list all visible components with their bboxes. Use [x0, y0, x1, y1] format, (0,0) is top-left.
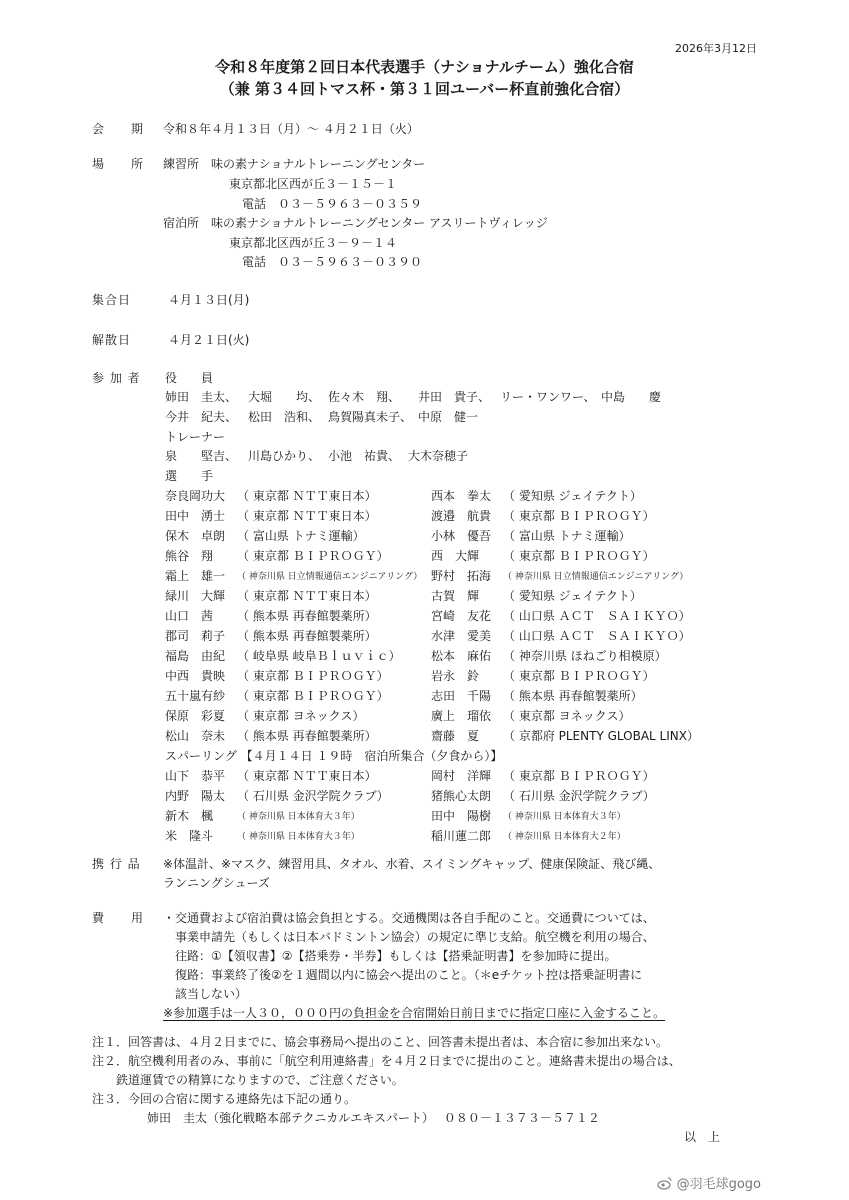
player-name: 野村 拓海 [431, 569, 492, 583]
player-affiliation: （ 東京都 ＢＩＰＲＯＧＹ） [503, 549, 655, 563]
official-name: 中島 慶 [601, 390, 662, 404]
closing-text: 以 上 [684, 1130, 721, 1144]
participants-label: 参 加 者 [92, 371, 141, 385]
player-affiliation: （ 岐阜県 岐阜Ｂｌｕｖｉｃ） [237, 649, 401, 663]
document-title-line1: 令和８年度第２回日本代表選手（ナショナルチーム）強化合宿 [215, 58, 634, 76]
player-affiliation: （ 神奈川県 日立情報通信エンジニアリング） [237, 572, 423, 582]
sparring-name: 新木 楓 [165, 809, 214, 823]
player-name: 廣上 瑠依 [431, 709, 492, 723]
player-affiliation: （ 神奈川県 日立情報通信エンジニアリング） [503, 572, 689, 582]
document-date: 2026年3月12日 [675, 42, 757, 55]
weibo-icon [657, 1175, 673, 1191]
player-name: 齋藤 夏 [431, 729, 480, 743]
player-affiliation: （ 東京都 ＮＴＴ東日本） [237, 509, 377, 523]
sparring-name: 稲川蓮二郎 [431, 829, 492, 843]
player-name: 岩永 鈴 [431, 669, 480, 683]
venue-line: 練習所 味の素ナショナルトレーニングセンター [163, 157, 426, 171]
sparring-affiliation: （ 神奈川県 日本体育大２年） [503, 832, 626, 842]
player-name: 保木 卓朗 [165, 529, 226, 543]
player-affiliation: （ 熊本県 再春館製薬所） [237, 609, 377, 623]
venue-line: 電話 ０３－５９６３－０３５９ [242, 197, 423, 211]
official-name: 今井 紀夫、 [165, 410, 238, 424]
player-affiliation: （ 東京都 ヨネックス） [237, 709, 365, 723]
player-affiliation: （ 東京都 ＢＩＰＲＯＧＹ） [237, 669, 389, 683]
session-value: 令和８年４月１３日（月）～ ４月２１日（火） [163, 122, 419, 136]
trainer-name: 泉 堅吉、 [165, 449, 238, 463]
venue-label: 場 所 [92, 157, 145, 171]
player-name: 熊谷 翔 [165, 549, 214, 563]
player-affiliation: （ 愛知県 ジェイテクト） [503, 589, 642, 603]
player-affiliation: （ 愛知県 ジェイテクト） [503, 489, 642, 503]
trainer-name: 川島ひかり、 [248, 449, 321, 463]
sparring-heading: スパーリング 【４月１４日 １９時 宿泊所集合（夕食から）】 [165, 749, 503, 763]
player-affiliation: （ 京都府 PLENTY GLOBAL LINX） [503, 729, 699, 743]
player-affiliation: （ 東京都 ＢＩＰＲＯＧＹ） [237, 549, 389, 563]
costs-line: 復路：事業終了後②を１週間以内に協会へ提出のこと。（＊eチケット控は搭乗証明書に [175, 968, 643, 982]
note-line: 注２．航空機利用者のみ、事前に「航空利用連絡書」を４月２日までに提出のこと。連絡書未提出の場合は、 [92, 1054, 681, 1068]
player-affiliation: （ 東京都 ＮＴＴ東日本） [237, 489, 377, 503]
sparring-name: 猪熊心太朗 [431, 789, 492, 803]
trainer-name: 小池 祐貴、 [328, 449, 401, 463]
official-name: 姉田 圭太、 [165, 390, 238, 404]
venue-line: 電話 ０３－５９６３－０３９０ [242, 255, 423, 269]
player-name: 田中 湧士 [165, 509, 226, 523]
note-line: 鉄道運賃での精算になりますので、ご注意ください。 [116, 1073, 404, 1087]
player-affiliation: （ 山口県 ＡＣＴ ＳＡＩＫＹＯ） [503, 629, 691, 643]
items-label: 携 行 品 [92, 857, 141, 871]
costs-label: 費 用 [92, 911, 145, 925]
note-line: 注１．回答書は、４月２日までに、協会事務局へ提出のこと、回答書未提出者は、本合宿に参加出来ない。 [92, 1035, 669, 1049]
official-name: リー・ワンワー、 [500, 390, 596, 404]
official-name: 井田 貴子、 [418, 390, 491, 404]
player-name: 志田 千陽 [431, 689, 492, 703]
items-line: ※体温計、※マスク、練習用具、タオル、水着、スイミングキャップ、健康保険証、飛び縄、 [163, 857, 661, 871]
player-affiliation: （ 神奈川県 ほねごり相模原） [503, 649, 667, 663]
player-name: 山口 茜 [165, 609, 214, 623]
costs-line: 往路：①【領収書】②【搭乗券・半券】もしくは【搭乗証明書】を参加時に提出。 [175, 949, 617, 963]
player-name: 宮崎 友花 [431, 609, 492, 623]
assembly-label: 集合日 [92, 293, 132, 307]
sparring-name: 山下 恭平 [165, 769, 226, 783]
player-affiliation: （ 山口県 ＡＣＴ ＳＡＩＫＹＯ） [503, 609, 691, 623]
costs-line: ・交通費および宿泊費は協会負担とする。交通機関は各自手配のこと。交通費については、 [163, 911, 655, 925]
player-name: 福島 由紀 [165, 649, 226, 663]
player-name: 西 大輝 [431, 549, 480, 563]
official-name: 鳥賀陽真未子、 [328, 410, 413, 424]
player-affiliation: （ 熊本県 再春館製薬所） [503, 689, 643, 703]
costs-line: 事業申請先（もしくは日本バドミントン協会）の規定に準じ支給。航空機を利用の場合、 [175, 930, 655, 944]
player-affiliation: （ 東京都 ヨネックス） [503, 709, 631, 723]
sparring-affiliation: （ 神奈川県 日本体育大３年） [503, 812, 626, 822]
session-label: 会 期 [92, 122, 145, 136]
official-name: 中原 健一 [418, 410, 479, 424]
note-line: 注３．今回の合宿に関する連絡先は下記の通り。 [92, 1092, 357, 1106]
player-affiliation: （ 富山県 トナミ運輸） [237, 529, 365, 543]
costs-line: 該当しない） [175, 987, 248, 1001]
player-affiliation: （ 東京都 ＮＴＴ東日本） [237, 589, 377, 603]
player-name: 郡司 莉子 [165, 629, 226, 643]
watermark-text: @羽毛球gogo [676, 1177, 761, 1192]
sparring-affiliation: （ 石川県 金沢学院クラブ） [237, 789, 389, 803]
players-heading: 選 手 [165, 469, 214, 483]
venue-line: 東京都北区西が丘３－１５－１ [229, 177, 398, 191]
sparring-affiliation: （ 東京都 ＮＴＴ東日本） [237, 769, 377, 783]
player-name: 古賀 輝 [431, 589, 480, 603]
player-affiliation: （ 富山県 トナミ運輸） [503, 529, 631, 543]
sparring-name: 米 隆斗 [165, 829, 214, 843]
contact-line: 姉田 圭太（強化戦略本部テクニカルエキスパート） ０８０－１３７３－５７１２ [147, 1111, 600, 1125]
official-name: 大堀 均、 [248, 390, 321, 404]
player-name: 渡邉 航貴 [431, 509, 492, 523]
sparring-affiliation: （ 神奈川県 日本体育大３年） [237, 812, 360, 822]
sparring-name: 岡村 洋輝 [431, 769, 492, 783]
trainer-name: 大木奈穂子 [408, 449, 469, 463]
player-name: 西本 拳太 [431, 489, 492, 503]
official-name: 佐々木 翔、 [328, 390, 401, 404]
dismissal-label: 解散日 [92, 333, 132, 347]
player-name: 奈良岡功大 [165, 489, 226, 503]
official-name: 松田 浩和、 [248, 410, 321, 424]
items-line: ランニングシューズ [163, 876, 270, 890]
player-name: 緑川 大輝 [165, 589, 226, 603]
trainers-heading: トレーナー [165, 430, 226, 444]
player-name: 水津 愛美 [431, 629, 492, 643]
player-affiliation: （ 東京都 ＢＩＰＲＯＧＹ） [503, 509, 655, 523]
watermark [657, 1173, 761, 1192]
player-name: 霜上 雄一 [165, 569, 226, 583]
player-name: 松本 麻佑 [431, 649, 492, 663]
player-affiliation: （ 熊本県 再春館製薬所） [237, 729, 377, 743]
player-name: 中西 貴映 [165, 669, 226, 683]
officials-heading: 役 員 [165, 371, 214, 385]
player-affiliation: （ 東京都 ＢＩＰＲＯＧＹ） [503, 669, 655, 683]
player-name: 松山 奈未 [165, 729, 226, 743]
document-title-line2: （兼 第３４回トマス杯・第３１回ユーバー杯直前強化合宿） [219, 80, 630, 98]
sparring-affiliation: （ 神奈川県 日本体育大３年） [237, 832, 360, 842]
sparring-affiliation: （ 石川県 金沢学院クラブ） [503, 789, 655, 803]
player-affiliation: （ 東京都 ＢＩＰＲＯＧＹ） [237, 689, 389, 703]
player-affiliation: （ 熊本県 再春館製薬所） [237, 629, 377, 643]
venue-line: 宿泊所 味の素ナショナルトレーニングセンター アスリートヴィレッジ [163, 216, 548, 230]
sparring-name: 田中 陽樹 [431, 809, 492, 823]
dismissal-value: ４月２１日(火) [168, 333, 250, 347]
costs-note: ※参加選手は一人３０，０００円の負担金を合宿開始日前日までに指定口座に入金すること。 [163, 1006, 666, 1020]
venue-line: 東京都北区西が丘３－９－１４ [229, 236, 398, 250]
sparring-name: 内野 陽太 [165, 789, 226, 803]
assembly-value: ４月１３日(月) [168, 293, 250, 307]
player-name: 小林 優吾 [431, 529, 492, 543]
player-name: 五十嵐有紗 [165, 689, 226, 703]
player-name: 保原 彩夏 [165, 709, 226, 723]
sparring-affiliation: （ 東京都 ＢＩＰＲＯＧＹ） [503, 769, 655, 783]
